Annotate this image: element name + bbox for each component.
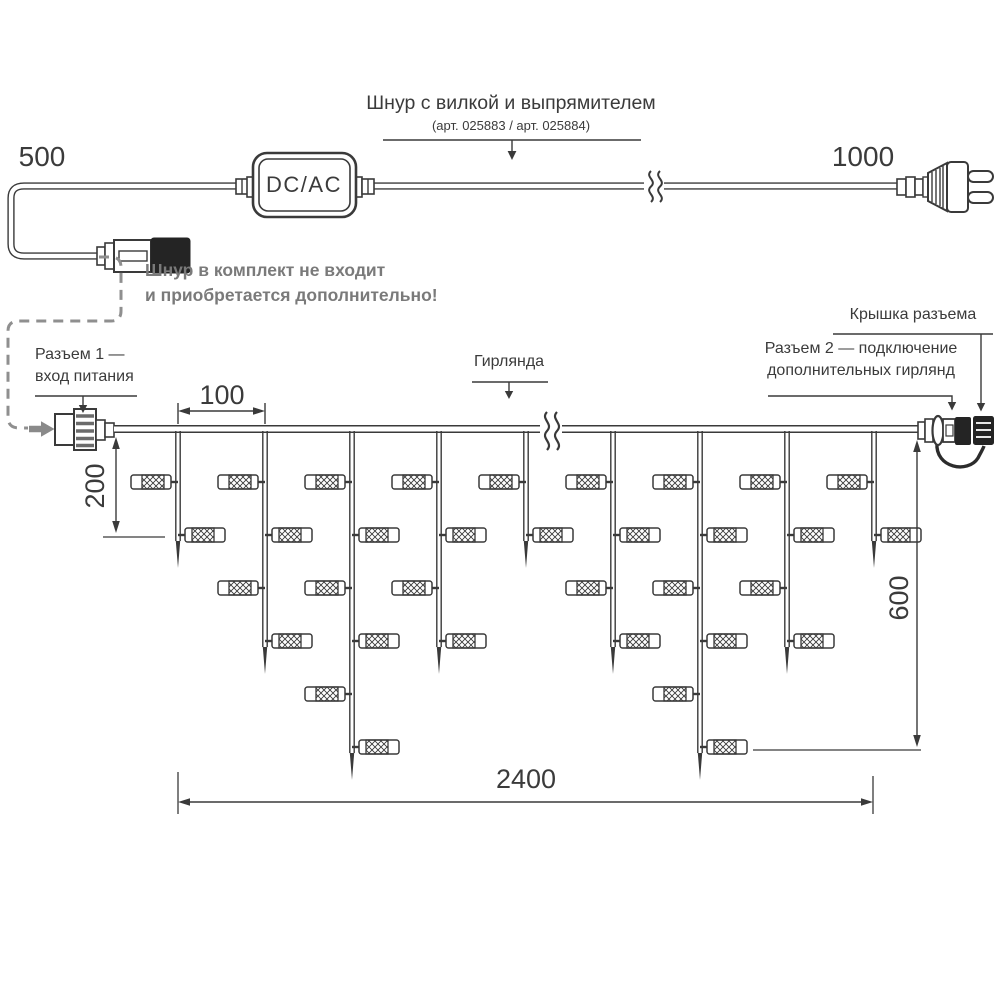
lamp-hatch xyxy=(490,475,512,489)
lamp-hatch xyxy=(279,528,301,542)
lamp-hatch xyxy=(316,475,338,489)
cap-label: Крышка разъема xyxy=(849,306,977,323)
lamp-hatch xyxy=(714,634,736,648)
lamp-hatch xyxy=(577,475,599,489)
lamp-hatch xyxy=(714,528,736,542)
cord-break-icon xyxy=(644,169,664,203)
power-plug-icon xyxy=(897,162,993,212)
lamp-hatch xyxy=(888,528,910,542)
lamp-hatch xyxy=(142,475,164,489)
connector2-label-line1: Разъем 2 — подключение xyxy=(764,340,958,357)
lamp-hatch xyxy=(453,528,475,542)
notice-line1: Шнур в комплект не входит xyxy=(145,260,386,280)
dim-200-label: 200 xyxy=(80,463,111,509)
dim-2400-label: 2400 xyxy=(495,764,557,794)
lamp-hatch xyxy=(316,687,338,701)
lamp-hatch xyxy=(664,687,686,701)
notice-line2: и приобретается дополнительно! xyxy=(145,285,438,305)
lamp-hatch xyxy=(801,634,823,648)
garland-input-connector xyxy=(55,409,114,450)
lamp-hatch xyxy=(751,581,773,595)
cord-label-leader xyxy=(383,140,641,160)
lamp-hatch xyxy=(714,740,736,754)
connector2-label-line2: дополнительных гирлянд xyxy=(767,362,955,379)
lamp-hatch xyxy=(627,528,649,542)
lamp-hatch xyxy=(229,581,251,595)
drop-tip xyxy=(437,647,441,674)
lamp-hatch xyxy=(279,634,301,648)
drop-tip xyxy=(263,647,267,674)
lamp-hatch xyxy=(801,528,823,542)
connector1-label-line1: Разъем 1 — xyxy=(35,346,125,363)
dim-100-label: 100 xyxy=(199,380,245,410)
connector1-label-line2: вход питания xyxy=(35,368,134,385)
lamp-hatch xyxy=(540,528,562,542)
lamp-hatch xyxy=(366,528,388,542)
lamp-hatch xyxy=(366,634,388,648)
lamp-hatch xyxy=(838,475,860,489)
lamp-hatch xyxy=(403,475,425,489)
garland-leader xyxy=(472,382,548,399)
connector2-leader xyxy=(768,396,956,411)
drop-tip xyxy=(350,753,354,780)
lamp-hatch xyxy=(192,528,214,542)
lamp-hatch xyxy=(664,581,686,595)
lamp-hatch xyxy=(751,475,773,489)
dc-ac-label: DC/AC xyxy=(266,172,342,197)
lamp-hatch xyxy=(664,475,686,489)
gray-arrow-icon xyxy=(29,421,55,436)
drop-tip xyxy=(524,541,528,568)
dim-1000-label: 1000 xyxy=(831,141,895,172)
garland-label: Гирлянда xyxy=(473,353,545,370)
lamp-hatch xyxy=(366,740,388,754)
connector-cap xyxy=(973,416,994,445)
lamp-hatch xyxy=(403,581,425,595)
garland-assembly xyxy=(55,409,994,780)
garland-break-icon xyxy=(540,410,562,452)
dim-600-label: 600 xyxy=(884,575,915,621)
drop-tip xyxy=(611,647,615,674)
lamp-hatch xyxy=(229,475,251,489)
drop-tip xyxy=(872,541,876,568)
lamp-hatch xyxy=(453,634,475,648)
cord-title: Шнур с вилкой и выпрямителем xyxy=(366,92,656,114)
drops-group xyxy=(131,431,921,780)
lamp-hatch xyxy=(316,581,338,595)
drop-tip xyxy=(698,753,702,780)
cord-article-numbers: (арт. 025883 / арт. 025884) xyxy=(431,118,591,133)
lamp-hatch xyxy=(627,634,649,648)
lamp-hatch xyxy=(577,581,599,595)
drop-tip xyxy=(785,647,789,674)
drop-tip xyxy=(176,541,180,568)
dim-500-label: 500 xyxy=(18,141,66,172)
